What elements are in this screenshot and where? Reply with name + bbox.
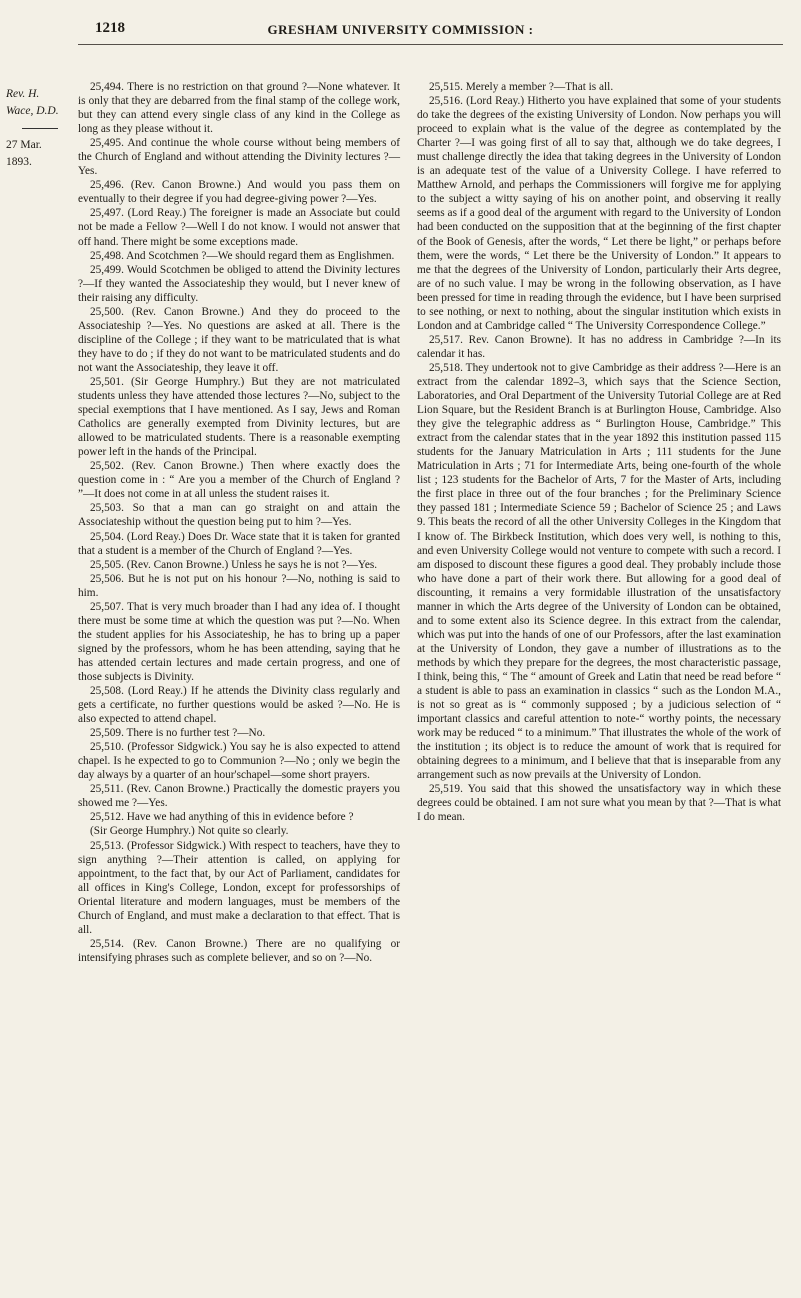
- left-column: [78, 80, 400, 965]
- evidence-paragraph: 25,514. (Rev. Canon Browne.) There are no qualifying or intensifying phrases such as complete believer, and so on ?—No.: [78, 937, 400, 964]
- evidence-paragraph: 25,506. But he is not put on his honour ?—No, nothing is said to him.: [78, 572, 400, 599]
- evidence-paragraph: 25,500. (Rev. Canon Browne.) And they do proceed to the Associateship ?—Yes. No questions are asked at all. There is the discipline of the College ; if they want to be matriculated that is what they have to do ; if they do not want to be matriculated students and do not want the Associateship, they leave it off.: [78, 305, 400, 374]
- margin-note: [6, 86, 68, 171]
- evidence-paragraph: 25,513. (Professor Sidgwick.) With respect to teachers, have they to sign anything ?—Their attention is called, on applying for appointment, to the fact that, by our Act of Parliament, candidates for all offices in King's College, London, except for professorships of Oriental literature and modern languages, must be members of the Church of England, and must make a declaration to that effect. That is all.: [78, 839, 400, 936]
- evidence-paragraph: 25,497. (Lord Reay.) The foreigner is made an Associate but could not be made a Fellow ?—Well I do not know. I would not answer that off hand. There might be some exceptions made.: [78, 207, 400, 248]
- evidence-paragraph: 25,498. And Scotchmen ?—We should regard them as Englishmen.: [90, 249, 395, 262]
- margin-date: 27 Mar. 1893.: [6, 139, 42, 168]
- evidence-paragraph: 25,509. There is no further test ?—No.: [90, 727, 266, 740]
- evidence-paragraph: 25,519. You said that this showed the unsatisfactory way in which these degrees could be obtained. I am not sure what you mean by that ?—That is what I do mean.: [417, 783, 781, 824]
- margin-witness: Rev. H. Wace, D.D.: [6, 88, 59, 117]
- evidence-paragraph: 25,502. (Rev. Canon Browne.) Then where exactly does the question come in : “ Are you a member of the Church of England ? ”—It does not come in at all unless the student raises it.: [78, 460, 400, 501]
- evidence-paragraph: 25,503. So that a man can go straight on and attain the Associateship without the question being put to him ?—Yes.: [78, 502, 400, 529]
- evidence-paragraph: 25,508. (Lord Reay.) If he attends the Divinity class regularly and gets a certificate, no further questions would be asked ?—No. He is also expected to attend chapel.: [78, 685, 400, 726]
- evidence-paragraph: 25,511. (Rev. Canon Browne.) Practically the domestic prayers you showed me ?—Yes.: [78, 783, 400, 810]
- evidence-paragraph: 25,501. (Sir George Humphry.) But they are not matriculated students unless they have attended those lectures ?—No, subject to the special exemptions that I have mentioned. As I say, Jews and Roman Catholics are generally exempted from Divinity lectures, but are allowed to be matriculated students. There is a reasonable exempting power left in the hands of the Principal.: [78, 375, 400, 459]
- page-number: 1218: [95, 20, 125, 36]
- running-head: GRESHAM UNIVERSITY COMMISSION :: [267, 22, 534, 37]
- evidence-paragraph: 25,517. Rev. Canon Browne). It has no address in Cambridge ?—In its calendar it has.: [417, 333, 781, 360]
- evidence-paragraph: 25,505. (Rev. Canon Browne.) Unless he says he is not ?—Yes.: [90, 558, 378, 571]
- evidence-paragraph: (Sir George Humphry.) Not quite so clearly.: [90, 825, 289, 838]
- evidence-paragraph: 25,515. Merely a member ?—That is all.: [429, 81, 614, 93]
- evidence-paragraph: 25,518. They undertook not to give Cambridge as their address ?—Here is an extract from the calendar 1892–3, which says that the Science Section, Laboratories, and Oral Department of the University Tutorial College are at Red Lion Square, but the Resident Branch is at Burlington House, Cambridge. Also they give the telegraphic address as “ Burlington House, Cambridge.” This extract from the calendar states that in the year 1892 this institution passed 115 students for the January Matriculation in Arts ; 111 students for the June Matriculation in Arts ; 71 for Intermediate Arts, being one-fourth of the whole list ; 123 students for the Bachelor of Arts, 7 for the Master of Arts, including the first place in three out of the four branches ; for the Preliminary Science they passed 181 ; Intermediate Science 59 ; Bachelor of Science 25 ; and Laws 9. This beats the record of all the other University Colleges in the Kingdom that I know of. The Birkbeck Institution, which does very well, is nothing to this, and even University College would not venture to compete with such a record. I am disposed to discount these figures a good deal. They probably include those who have done a part of their work there. But allowing for a good deal of discounting, it remains a very formidable illustration of the unsatisfactory manner in which the Arts degree of the University of London can be obtained, and to some extent also its Science degree. In this extract from the calendar, which was put into the hands of one of our Professors, after the last examination at the University of London, they gave a number of illustrations as to the methods by which they prepare for the degrees, the most characteristic passage, I think, being this, “ The “ amount of Greek and Latin that need be read before “ a student is able to pass an examination in classics “ such as the London M.A., is not so great as is “ commonly supposed ; by a judicious selection of “ important classics and careful attention to note-“ worthy points, the necessary work may be reduced “ to a minimum.” That illustrates the whole of the work of the institution ; its object is to reduce the amount of work that is required for obtaining degrees to a minimum, and I believe that that is inseparable from any arrangement such as now prevails at the University of London.: [417, 361, 781, 782]
- evidence-paragraph: 25,516. (Lord Reay.) Hitherto you have explained that some of your students do take the degrees of the existing University of London. Now perhaps you will proceed to explain what is the value of the degree as contemplated by the Charter ?—I was going first of all to say that, although we do take degrees, I must challenge directly the idea that taking degrees in the University of London is an adequate test of the value of a University College. I have referred to Matthew Arnold, and perhaps the Commissioners will forgive me for applying to the subject a witty saying of his on another point, and observing it really seems as if a good deal of the argument with regard to the University of London had been conducted on the supposition that at the beginning of the first chapter of the Book of Genesis, after the words, “ Let there be light,” or perhaps before them, were the words, “ Let there be the University of London.” It appears to me that the degrees of the University of London, particularly their Arts degree, are of no such value. I may be wrong in the following observation, as I have been pressed for time in reading through the evidence, but I have been surprised to see nothing, or next to nothing, about the singular institution which exists in London and at Cambridge called “ The University Correspondence College.”: [417, 95, 781, 332]
- evidence-paragraph: 25,504. (Lord Reay.) Does Dr. Wace state that it is taken for granted that a student is a member of the Church of England ?—Yes.: [78, 530, 400, 557]
- evidence-paragraph: 25,494. There is no restriction on that ground ?—None whatever. It is only that they are debarred from the final stamp of the college work, but they can attend every single class of any kind in the College as long as they please without it.: [78, 81, 400, 136]
- evidence-paragraph: 25,512. Have we had anything of this in evidence before ?: [90, 811, 354, 824]
- evidence-paragraph: 25,496. (Rev. Canon Browne.) And would you pass them on eventually to their degree if you had degree-giving power ?—Yes.: [78, 179, 400, 206]
- evidence-paragraph: 25,507. That is very much broader than I had any idea of. I thought there must be some time at which the question was put ?—No. When the student applies for his Associateship, he has to bring up a paper signed by the professors, whom he has been attending, saying that he has attended certain lectures and made certain progress, and one of those subjects is Divinity.: [78, 600, 400, 683]
- margin-divider: [22, 128, 58, 129]
- evidence-paragraph: 25,495. And continue the whole course without being members of the Church of England and without attending the Divinity lectures ?—Yes.: [78, 137, 400, 178]
- evidence-paragraph: 25,510. (Professor Sidgwick.) You say he is also expected to attend chapel. Is he expected to go to Communion ?—No ; only we begin the day always by a quarter of an hour'schapel—some short prayers.: [78, 741, 400, 782]
- header-rule: [78, 44, 783, 45]
- right-column: [417, 80, 781, 824]
- evidence-paragraph: 25,499. Would Scotchmen be obliged to attend the Divinity lectures ?—If they wanted the Associateship they would, but I never knew of their raising any difficulty.: [78, 263, 400, 304]
